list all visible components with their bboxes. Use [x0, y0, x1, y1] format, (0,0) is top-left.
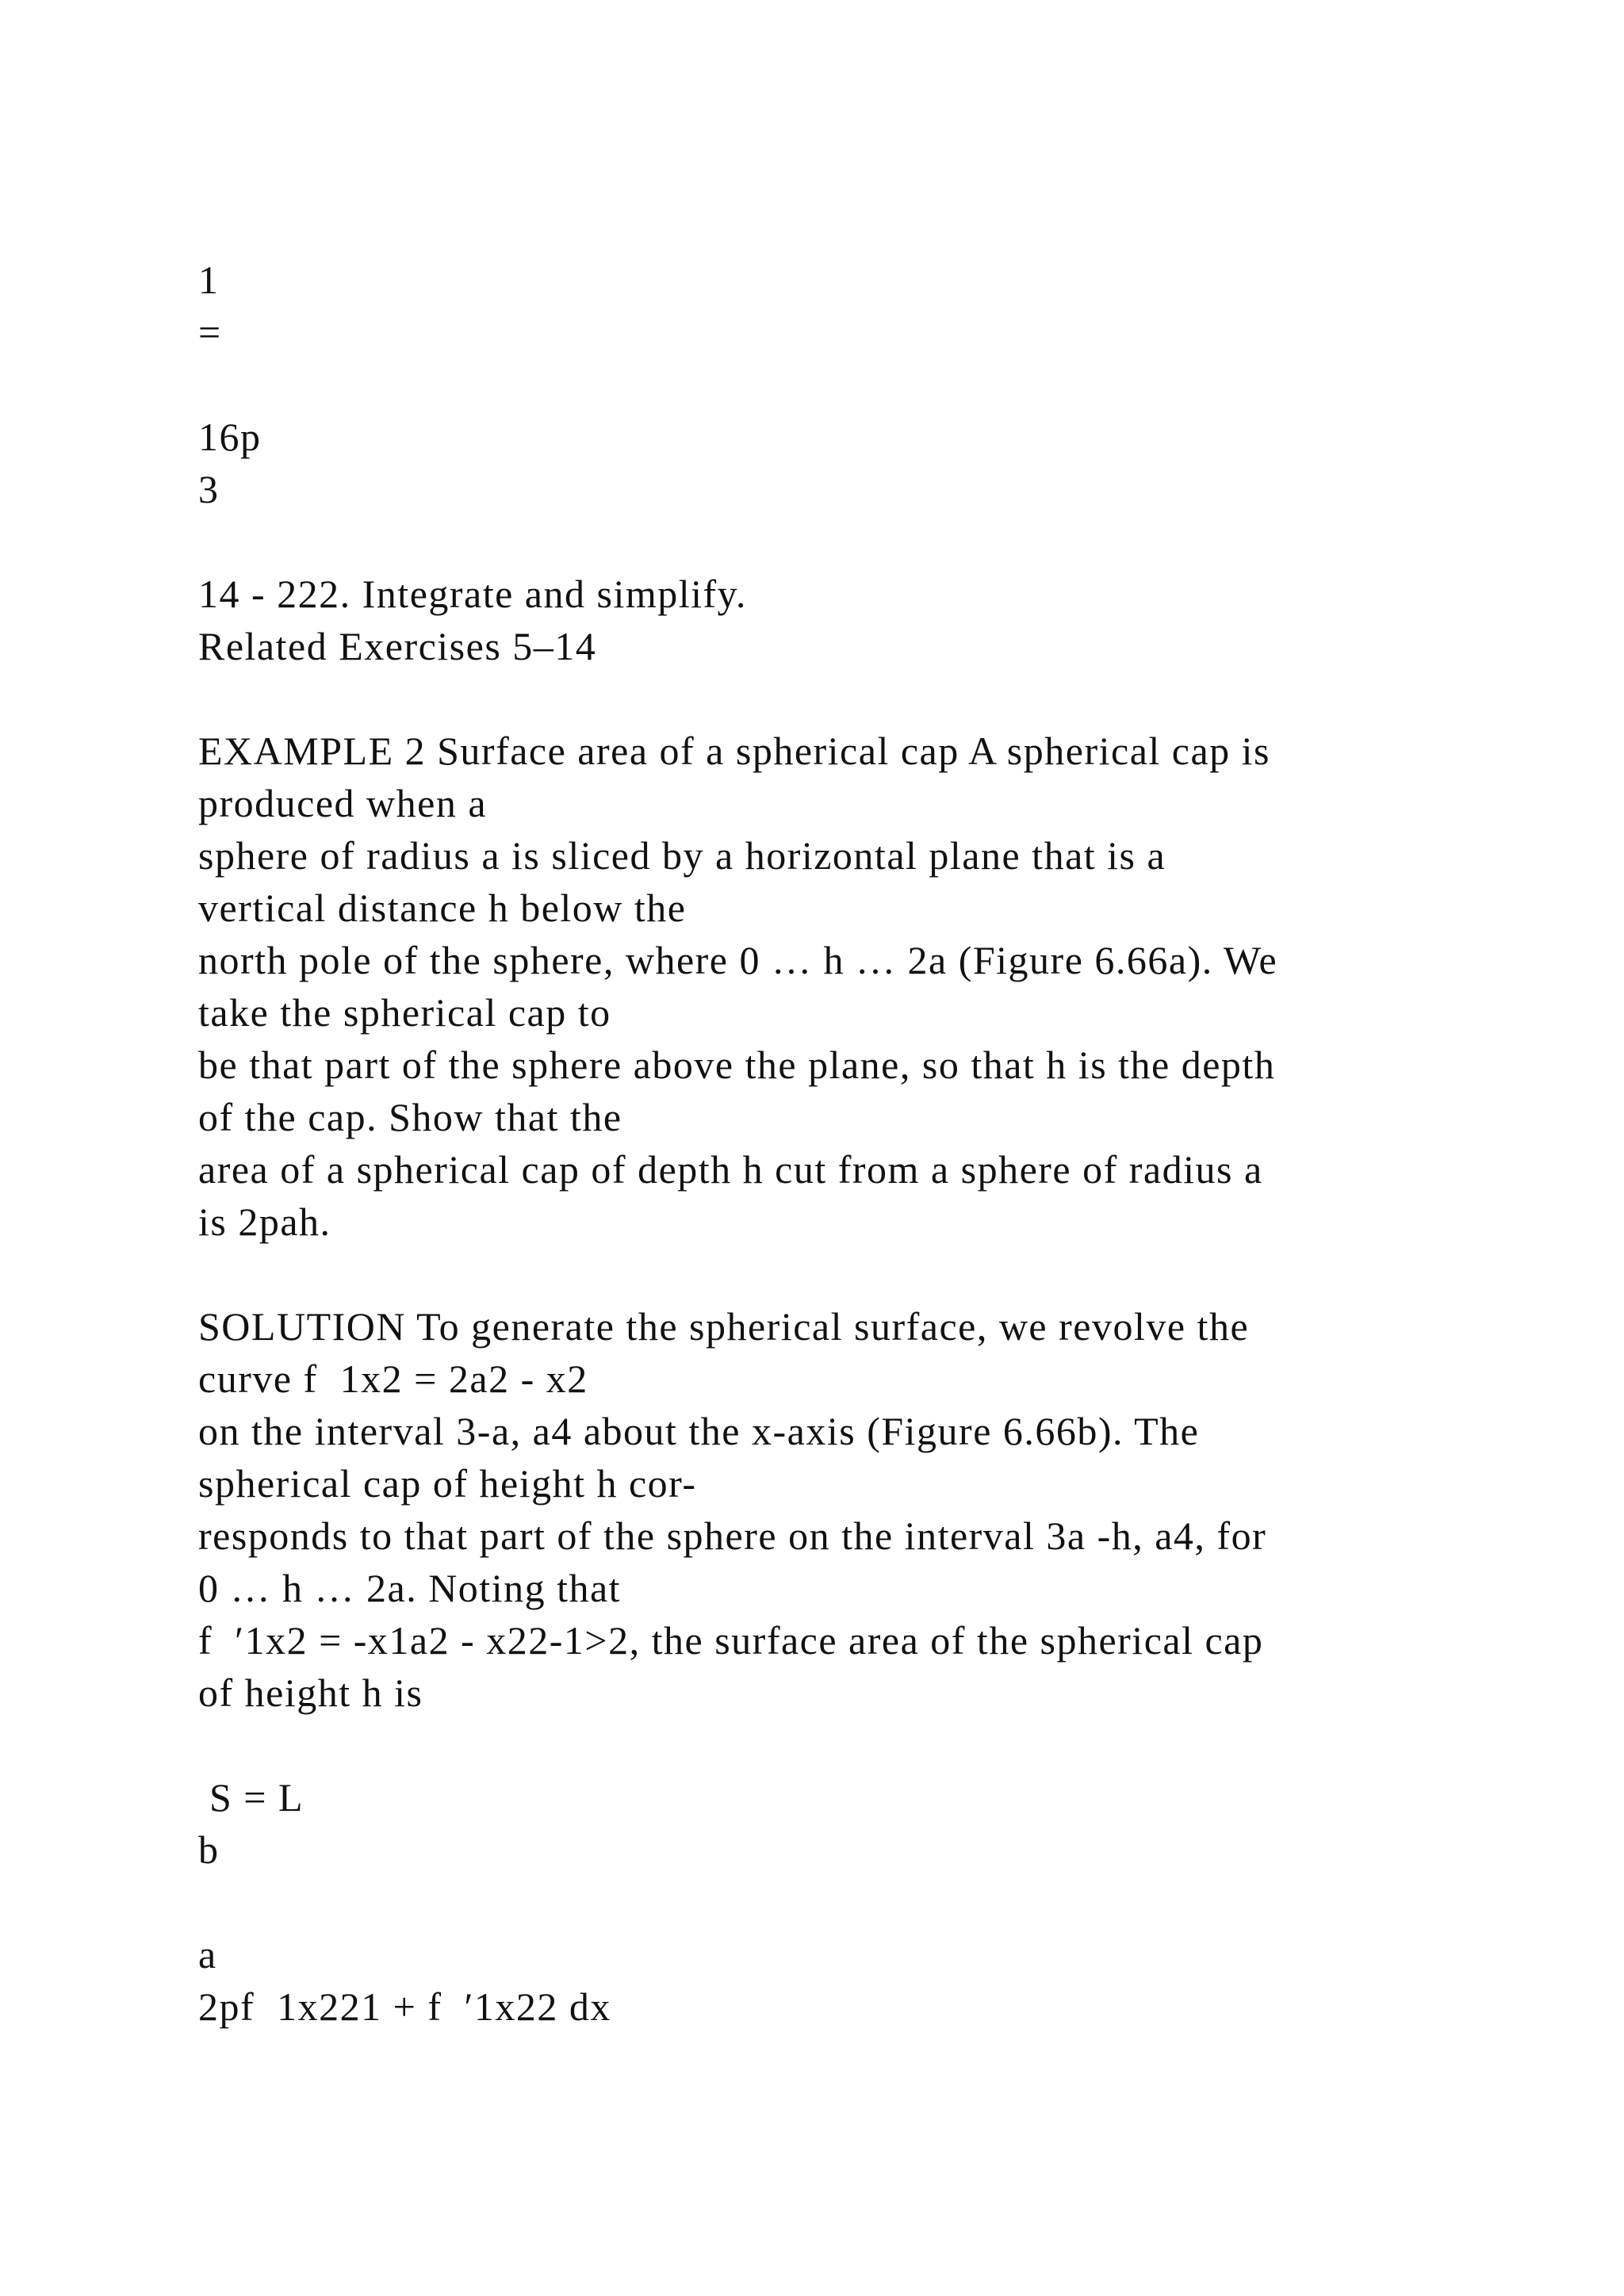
text-line: = [198, 310, 222, 354]
formula-line: b [198, 1827, 220, 1872]
text-line: of the cap. Show that the [198, 1095, 622, 1139]
solution-heading-line: SOLUTION To generate the spherical surface, we revolve the [198, 1304, 1250, 1349]
text-line: 1 [198, 258, 220, 302]
example-heading-line: EXAMPLE 2 Surface area of a spherical cap A spherical cap is [198, 729, 1271, 773]
text-line: on the interval 3-a, a4 about the x-axis (Figure 6.66b). The [198, 1409, 1200, 1453]
formula-line: S = L [198, 1775, 304, 1820]
text-line: be that part of the sphere above the plane, so that h is the depth [198, 1043, 1276, 1087]
blank-line [198, 358, 1467, 411]
text-line: produced when a [198, 781, 488, 825]
text-line: of height h is [198, 1670, 423, 1715]
blank-line [198, 1719, 1467, 1771]
text-line: responds to that part of the sphere on the interval 3a -h, a4, for [198, 1513, 1267, 1558]
blank-line [198, 672, 1467, 725]
blank-line [198, 515, 1467, 568]
text-line: f ′1x2 = -x1a2 - x22-1>2, the surface area of the spherical cap [198, 1618, 1264, 1663]
text-line: 16p [198, 415, 262, 459]
text-line: vertical distance h below the [198, 886, 687, 930]
text-line: sphere of radius a is sliced by a horizontal plane that is a [198, 833, 1166, 878]
formula-line: a [198, 1932, 217, 1976]
text-line: take the spherical cap to [198, 990, 611, 1035]
text-line: Related Exercises 5–14 [198, 624, 597, 668]
text-line: spherical cap of height h cor- [198, 1461, 697, 1506]
blank-line [198, 1248, 1467, 1300]
text-line: curve f 1x2 = 2a2 - x2 [198, 1357, 588, 1401]
text-line: is 2pah. [198, 1200, 331, 1244]
blank-line [198, 1876, 1467, 1928]
formula-line: 2pf 1x221 + f ′1x22 dx [198, 1984, 611, 2029]
document-page [198, 254, 1467, 2033]
text-line: 0 … h … 2a. Noting that [198, 1566, 622, 1610]
text-line: area of a spherical cap of depth h cut from a sphere of radius a [198, 1147, 1263, 1192]
text-line: north pole of the sphere, where 0 … h … 2a (Figure 6.66a). We [198, 938, 1278, 982]
text-line: 3 [198, 467, 220, 511]
text-line: 14 - 222. Integrate and simplify. [198, 572, 747, 616]
